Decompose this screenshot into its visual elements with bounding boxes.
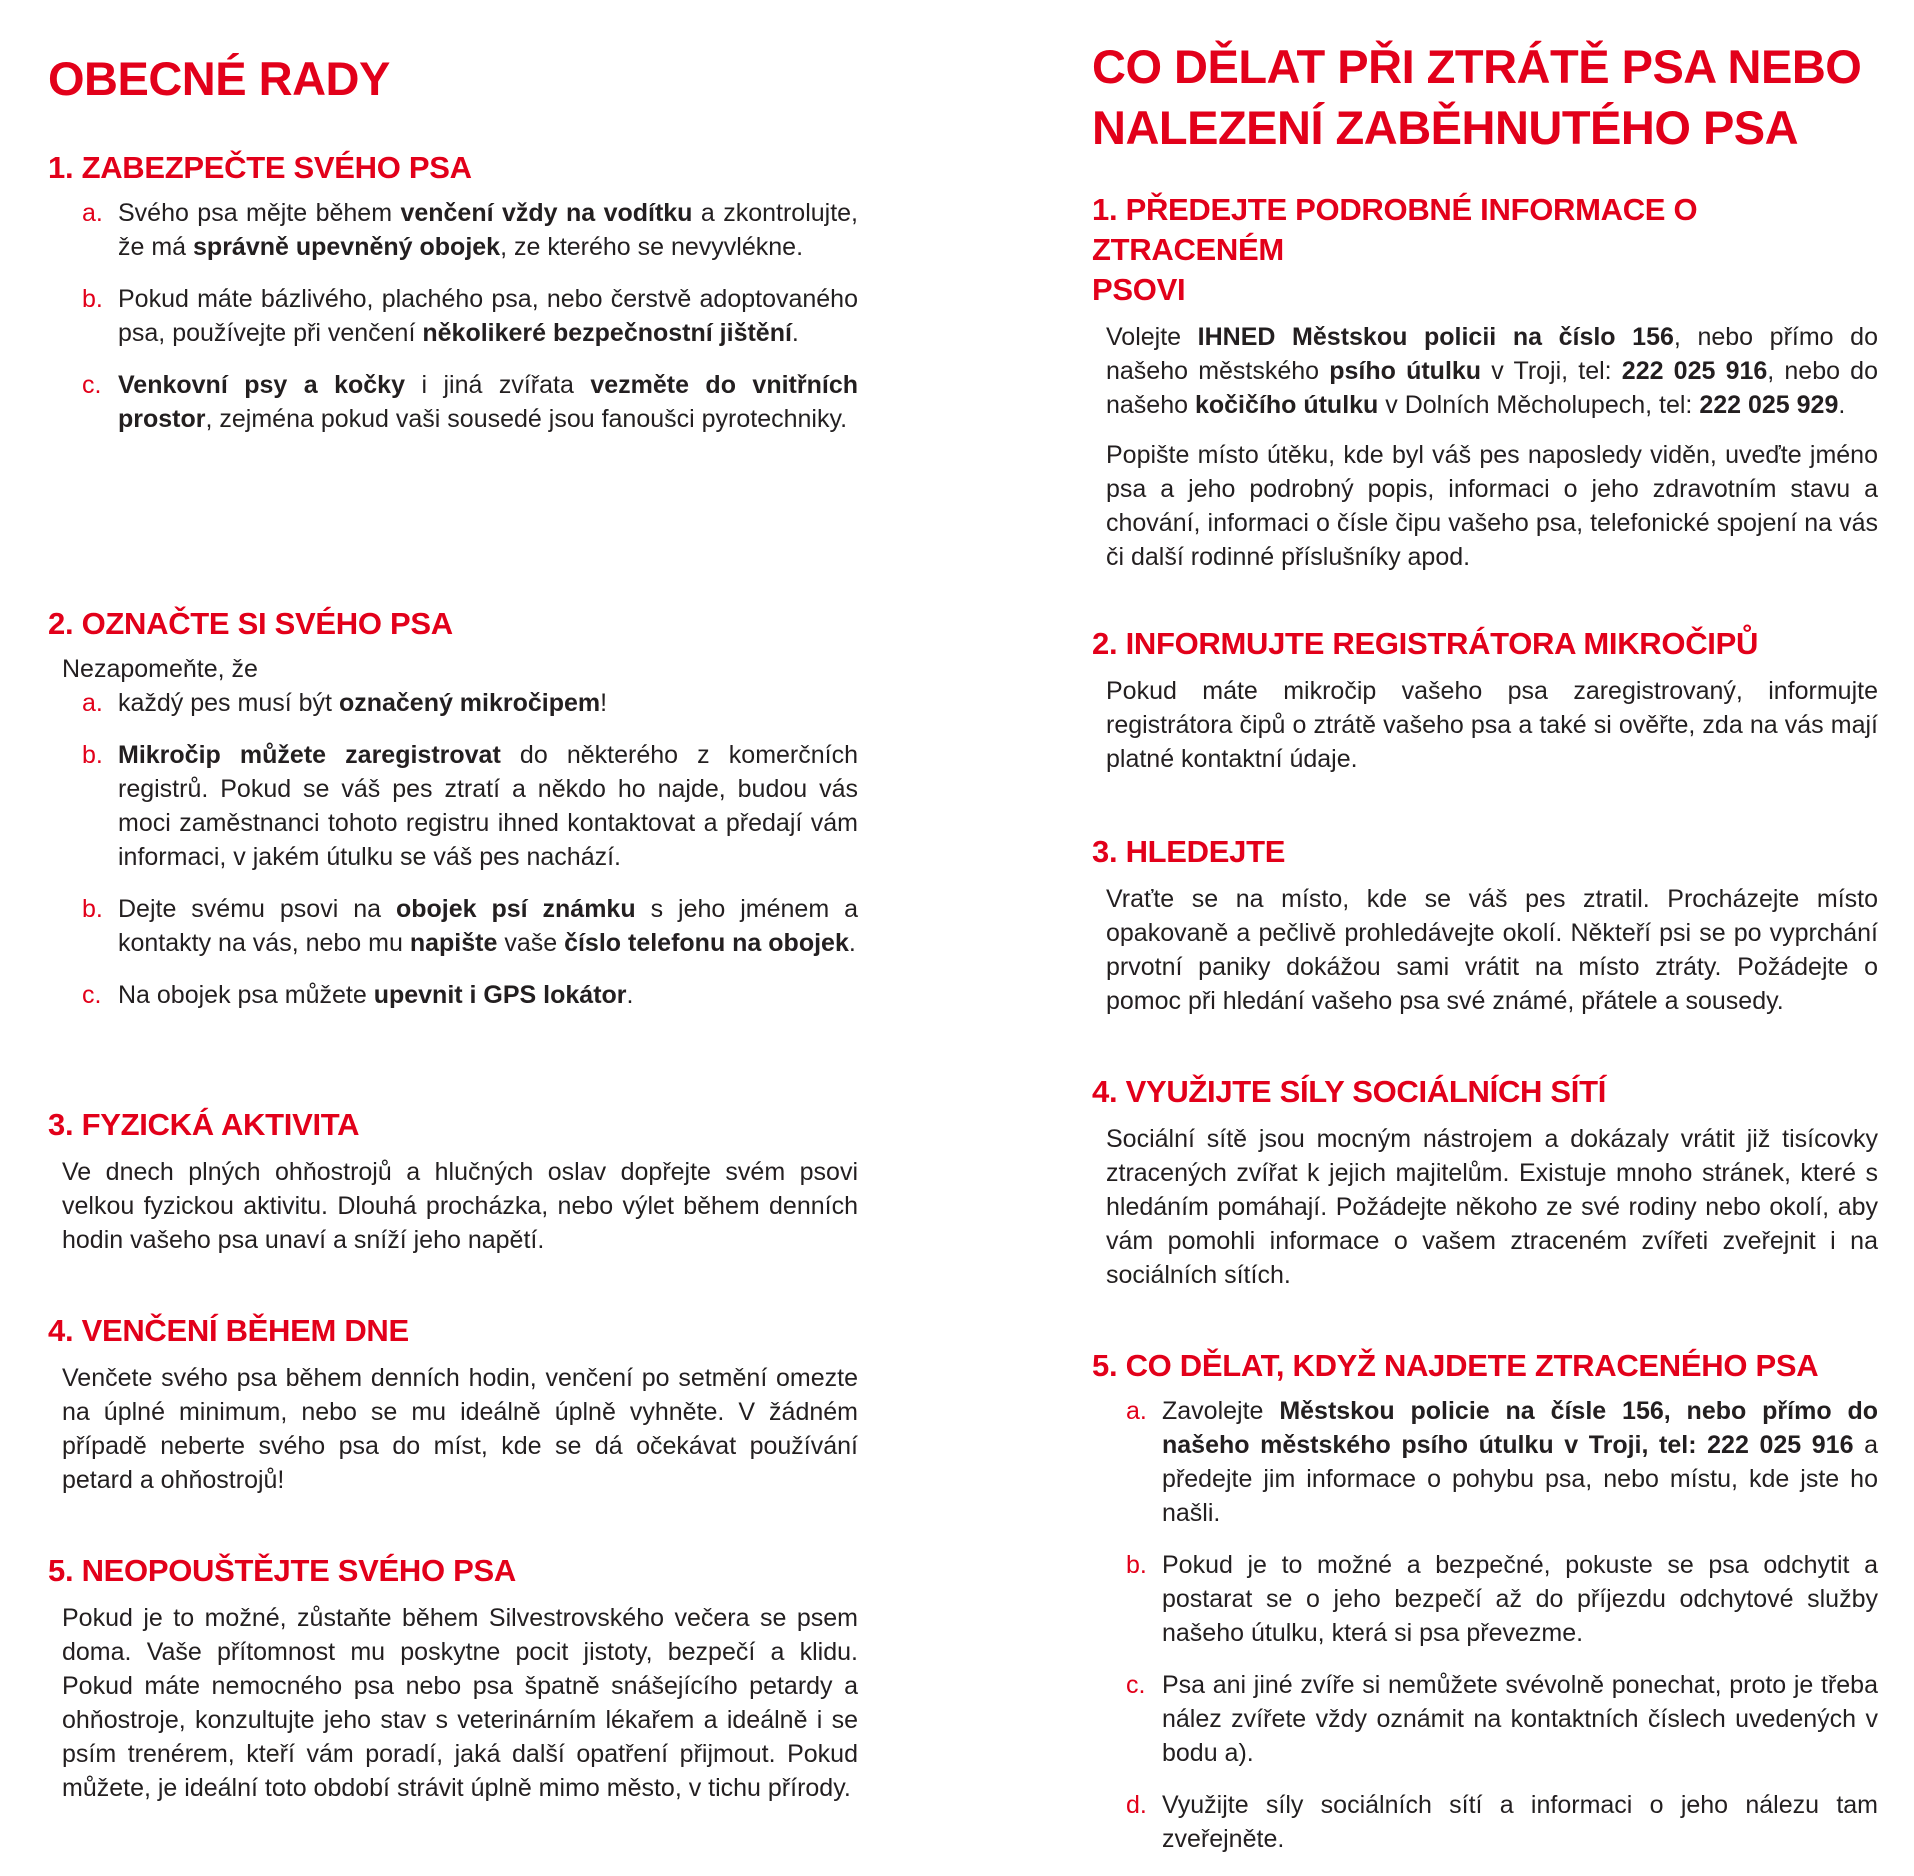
list-item bbox=[48, 282, 858, 350]
left-section-5 bbox=[48, 1551, 858, 1805]
section-text: Vraťte se na místo, kde se váš pes ztratil. Procházejte místo opakovaně a pečlivě prohledávejte okolí. Někteří psi se po vyprchání prvotní paniky dokážou sami vrátit na místo ztráty. Požádejte o pomoc při hledání vašeho psa své známé, přátele a sousedy. bbox=[1106, 885, 1878, 1015]
item-bold: venčení vždy na vodítku bbox=[400, 199, 693, 227]
section-title: 3. HLEDEJTE bbox=[1092, 834, 1286, 869]
section-text: Popište místo útěku, kde byl váš pes naposledy viděn, uveďte jméno psa a jeho podrobný popis, informaci o jeho zdravotním stavu a chování, informaci o čísle čipu vašeho psa, telefonické spojení na vás či další rodinné příslušníky apod. bbox=[1106, 441, 1878, 571]
right-section-1 bbox=[1092, 190, 1878, 574]
bullet-list bbox=[48, 196, 858, 436]
item-text: . bbox=[626, 981, 634, 1009]
item-bold: Mikročip můžete zaregistrovat bbox=[118, 741, 501, 769]
item-bold: upevnit i GPS lokátor bbox=[373, 981, 627, 1009]
list-item bbox=[1092, 1788, 1878, 1856]
bullet-list bbox=[1092, 1394, 1878, 1856]
text-run: Volejte bbox=[1106, 323, 1198, 351]
title-line: 1. PŘEDEJTE PODROBNÉ INFORMACE O ZTRACENÉM bbox=[1092, 192, 1698, 267]
item-text: Na obojek psa můžete bbox=[118, 981, 374, 1009]
text-bold: 222 025 916 bbox=[1621, 357, 1768, 385]
list-item bbox=[1092, 1394, 1878, 1530]
item-label: c. bbox=[82, 371, 102, 399]
item-text: . bbox=[848, 929, 856, 957]
item-text: Svého psa mějte během bbox=[118, 199, 401, 227]
section-text: Sociální sítě jsou mocným nástrojem a dokázaly vrátit již tisícovky ztracených zvířat k jejich majitelům. Existuje mnoho stránek, které s hledáním pomáhají. Požádejte někoho ze své rodiny nebo okolí, aby vám pomohli informace o vašem ztraceném zvířeti zveřejnit i na sociálních sítích. bbox=[1106, 1125, 1878, 1289]
section-text: Pokud máte mikročip vašeho psa zaregistrovaný, informujte registrátora čipů o ztrátě vašeho psa a také si ověřte, zda na vás mají platné kontaktní údaje. bbox=[1106, 677, 1878, 773]
item-bold: správně upevněný obojek bbox=[193, 233, 501, 261]
item-label: b. bbox=[82, 285, 103, 313]
item-text: Pokud je to možné a bezpečné, pokuste se psa odchytit a postarat se o jeho bezpečí až do příjezdu odchytové služby našeho útulku, která si psa převezme. bbox=[1162, 1551, 1878, 1647]
item-text: ! bbox=[600, 689, 608, 717]
right-main-title bbox=[1092, 36, 1912, 158]
item-text: Dejte svému psovi na bbox=[118, 895, 396, 923]
text-run: v Troji, tel: bbox=[1481, 357, 1622, 385]
item-bold: obojek psí známku bbox=[395, 895, 636, 923]
section-text: Ve dnech plných ohňostrojů a hlučných oslav dopřejte svém psovi velkou fyzickou aktivitu. Dlouhá procházka, nebo výlet během denních hodin vašeho psa unaví a sníží jeho napětí. bbox=[62, 1158, 858, 1254]
item-text: do některého z komerčních registrů. Pokud se váš pes ztratí a někdo ho najde, budou vás moci zaměstnanci tohoto registru ihned kontaktovat a předají vám informaci, v jakém útulku se váš pes nachází. bbox=[118, 741, 859, 871]
item-text: vaše bbox=[497, 929, 565, 957]
section-title: 1. ZABEZPEČTE SVÉHO PSA bbox=[48, 150, 472, 185]
text-run: . bbox=[1838, 391, 1846, 419]
section-text: Pokud je to možné, zůstaňte během Silvestrovského večera se psem doma. Vaše přítomnost mu poskytne pocit jistoty, bezpečí a klidu. Pokud máte nemocného psa nebo psa špatně snášejícího petardy a ohňostroje, konzultujte jeho stav s veterinárním lékařem a ideálně i se psím trenérem, kteří vám poradí, jaká další opatření přijmout. Pokud můžete, je ideální toto období strávit úplně mimo město, v tichu přírody. bbox=[62, 1604, 858, 1802]
list-item bbox=[1092, 1548, 1878, 1650]
item-label: a. bbox=[82, 199, 103, 227]
item-text: Využijte síly sociálních sítí a informaci o jeho nálezu tam zveřejněte. bbox=[1162, 1791, 1878, 1853]
list-item bbox=[48, 978, 858, 1012]
item-label: c. bbox=[1126, 1671, 1146, 1699]
list-item bbox=[48, 738, 858, 874]
item-bold: napište bbox=[409, 929, 498, 957]
left-main-title: OBECNÉ RADY bbox=[48, 52, 390, 105]
text-bold: IHNED Městskou policii na číslo 156 bbox=[1197, 323, 1674, 351]
item-label: a. bbox=[82, 689, 103, 717]
item-label: b. bbox=[82, 741, 103, 769]
section-title: 2. OZNAČTE SI SVÉHO PSA bbox=[48, 606, 453, 641]
text-bold: psího útulku bbox=[1329, 357, 1482, 385]
item-text: i jiná zvířata bbox=[405, 371, 591, 399]
item-text: každý pes musí být bbox=[118, 689, 339, 717]
section-title: 5. NEOPOUŠTĚJTE SVÉHO PSA bbox=[48, 1553, 516, 1588]
list-item bbox=[48, 196, 858, 264]
item-label: b. bbox=[1126, 1551, 1147, 1579]
section-text bbox=[1092, 320, 1878, 422]
item-label: c. bbox=[82, 981, 102, 1009]
title-line: CO DĚLAT PŘI ZTRÁTĚ PSA NEBO bbox=[1092, 40, 1862, 93]
section-title bbox=[1092, 190, 1878, 310]
item-bold: Venkovní psy a kočky bbox=[118, 371, 405, 399]
section-title: 4. VYUŽIJTE SÍLY SOCIÁLNÍCH SÍTÍ bbox=[1092, 1074, 1607, 1109]
text-bold: 222 025 929 bbox=[1699, 391, 1839, 419]
item-text: a předejte jim informace o pohybu psa, nebo místu, kde jste ho našli. bbox=[1162, 1431, 1878, 1527]
item-label: b. bbox=[82, 895, 103, 923]
item-text: Psa ani jiné zvíře si nemůžete svévolně ponechat, proto je třeba nález zvířete vždy oznámit na kontaktních číslech uvedených v bodu a). bbox=[1162, 1671, 1878, 1767]
item-text: , ze kterého se nevyvlékne. bbox=[500, 233, 804, 261]
item-bold: vezměte do vnitřních prostor bbox=[118, 371, 858, 433]
title-line: PSOVI bbox=[1092, 272, 1186, 307]
text-bold: kočičího útulku bbox=[1194, 391, 1379, 419]
section-title: 4. VENČENÍ BĚHEM DNE bbox=[48, 1313, 409, 1348]
right-section-2 bbox=[1092, 624, 1878, 776]
text-run: , nebo přímo do našeho městského bbox=[1106, 323, 1878, 385]
bullet-list bbox=[48, 686, 858, 1012]
section-text: Venčete svého psa během denních hodin, venčení po setmění omezte na úplné minimum, nebo se mu ideálně úplně vyhněte. V žádném případě neberte svého psa do míst, kde se dá očekávat používání petard a ohňostrojů! bbox=[62, 1364, 858, 1494]
section-title: 2. INFORMUJTE REGISTRÁTORA MIKROČIPŮ bbox=[1092, 626, 1759, 661]
item-text: Pokud máte bázlivého, plachého psa, nebo čerstvě adoptovaného psa, používejte při venčení bbox=[118, 285, 858, 347]
item-label: d. bbox=[1126, 1791, 1147, 1819]
title-line: NALEZENÍ ZABĚHNUTÉHO PSA bbox=[1092, 101, 1799, 154]
item-text: Zavolejte bbox=[1162, 1397, 1280, 1425]
list-item bbox=[1092, 1668, 1878, 1770]
section-title: 5. CO DĚLAT, KDYŽ NAJDETE ZTRACENÉHO PSA bbox=[1092, 1348, 1819, 1383]
item-text: , zejména pokud vaši sousedé jsou fanoušci pyrotechniky. bbox=[205, 405, 848, 433]
text-run: v Dolních Měcholupech, tel: bbox=[1378, 391, 1700, 419]
text-run: , nebo do našeho bbox=[1106, 357, 1878, 419]
item-bold: Městskou policie na čísle 156, nebo přímo do našeho městského psího útulku v Troji, tel: 222 025 916 bbox=[1162, 1397, 1878, 1459]
right-section-3 bbox=[1092, 832, 1878, 1018]
item-bold: několikeré bezpečnostní jištění bbox=[422, 319, 792, 347]
item-bold: číslo telefonu na obojek bbox=[564, 929, 849, 957]
section-intro: Nezapomeňte, že bbox=[62, 655, 258, 683]
item-text: a zkontrolujte, že má bbox=[118, 199, 858, 261]
item-bold: označený mikročipem bbox=[338, 689, 601, 717]
right-section-5 bbox=[1092, 1346, 1878, 1856]
item-label: a. bbox=[1126, 1397, 1147, 1425]
list-item bbox=[48, 686, 858, 720]
right-section-4 bbox=[1092, 1072, 1878, 1292]
section-title: 3. FYZICKÁ AKTIVITA bbox=[48, 1107, 360, 1142]
item-text: . bbox=[791, 319, 799, 347]
left-section-3 bbox=[48, 1105, 858, 1257]
list-item bbox=[48, 892, 858, 960]
list-item bbox=[48, 368, 858, 436]
left-section-1 bbox=[48, 148, 858, 436]
left-section-4 bbox=[48, 1311, 858, 1497]
item-text: s jeho jménem a kontakty na vás, nebo mu bbox=[118, 895, 858, 957]
left-section-2 bbox=[48, 604, 858, 1012]
